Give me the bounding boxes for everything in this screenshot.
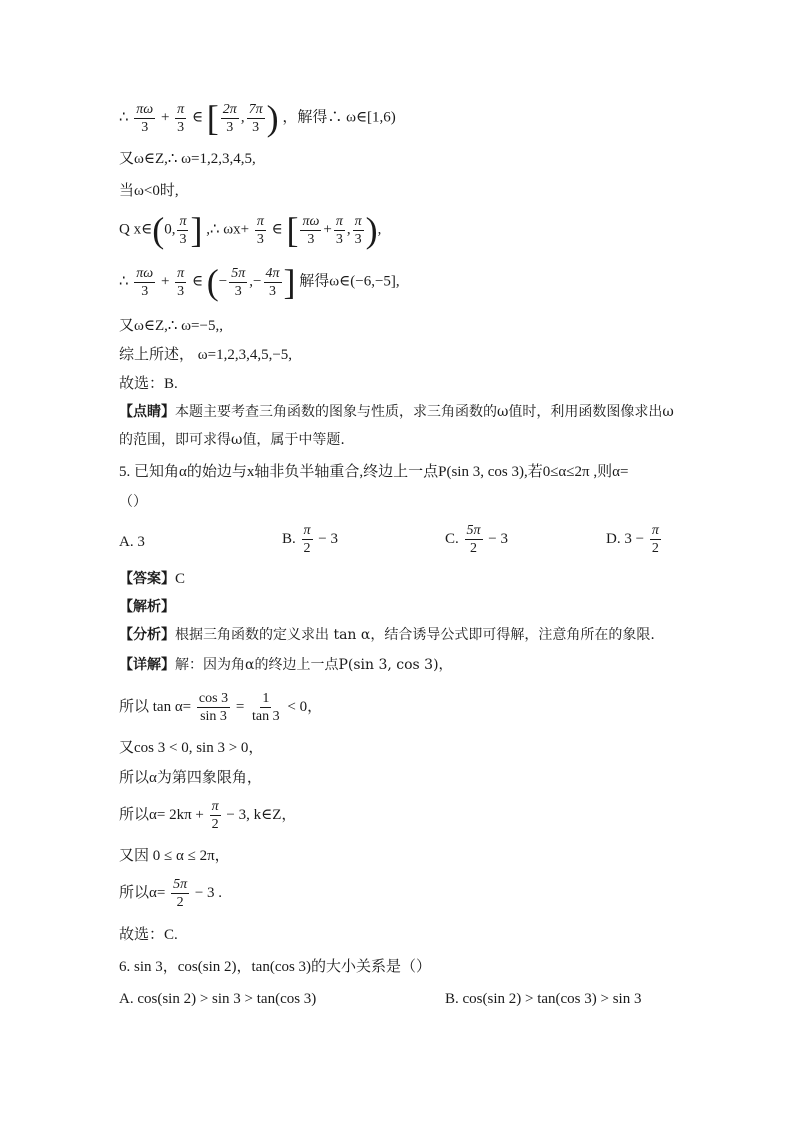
- solution-line-6: 又ω∈Z,∴ ω=−5,,: [119, 318, 223, 334]
- solution-line-7: 综上所述， ω=1,2,3,4,5,−5,: [119, 347, 293, 363]
- analysis-tag: 【解析】: [119, 599, 175, 615]
- therefore-symbol: ∴: [119, 109, 129, 126]
- step-4: 所以α= 2kπ + $\frac{\pi}{2}$ − 3, k∈Z，: [119, 799, 297, 832]
- fraction: $\frac{2\pi}{3}$: [222, 101, 237, 135]
- conclusion-text: ，解得∴ ω∈[1,6): [282, 109, 396, 126]
- fraction: $\frac{\pi\omega}{3}$: [136, 101, 154, 135]
- option-a: A. 3: [119, 534, 145, 550]
- fraction: $\frac{\pi}{3}$: [256, 213, 264, 247]
- fraction: $\frac{\pi\omega}{3}$: [302, 213, 320, 247]
- solution-line-1: ∴ $\frac{\pi\omega}{3}$ + $\frac{\pi}{3}$ ∈ [ $\frac{2\pi}{3}$ , $\frac{7\pi}{3}$ ) ，解得∴ ω∈[1,6): [119, 98, 396, 138]
- question-5: 5. 已知角α的始边与x轴非负半轴重合,终边上一点P(sin 3, cos 3),若0≤α≤2π ,则α=: [119, 464, 629, 480]
- solution-line-3: 当ω<0时,: [119, 183, 179, 199]
- answer-line: 故选：B.: [119, 376, 178, 392]
- fraction: $\frac{\pi}{3}$: [177, 265, 185, 299]
- fraction: $\frac{\pi}{3}$: [177, 101, 185, 135]
- step-3: 所以α为第四象限角，: [119, 770, 262, 786]
- option-b: B. $\frac{\pi}{2}$ − 3: [282, 523, 338, 556]
- comment-paragraph: 【点睛】本题主要考查三角函数的图象与性质，求三角函数的ω值时，利用函数图像求出ω: [119, 404, 674, 420]
- solution-line-5: ∴ $\frac{\pi\omega}{3}$ + $\frac{\pi}{3}$ ∈ (− $\frac{5\pi}{3}$ ,− $\frac{4\pi}{3}$ ] 解得ω∈(−6,−5],: [119, 262, 400, 302]
- answer-tag: 【答案】: [119, 571, 175, 587]
- step-7: 故选：C.: [119, 927, 178, 943]
- fraction: $\frac{\pi}{3}$: [354, 213, 362, 247]
- question-6: 6. sin 3，cos(sin 2)，tan(cos 3)的大小关系是（）: [119, 959, 432, 975]
- comment-paragraph-cont: 的范围，即可求得ω值，属于中等题.: [119, 432, 345, 448]
- q6-option-a: A. cos(sin 2) > sin 3 > tan(cos 3): [119, 991, 317, 1007]
- question-5-blank: （）: [119, 494, 147, 510]
- fraction: $\frac{4\pi}{3}$: [265, 265, 280, 299]
- step-1: 所以 tan α= $\frac{\cos 3}{\sin 3}$ = $\frac{1}{\tan 3}$ < 0，: [119, 691, 323, 724]
- fraction: $\frac{\pi}{3}$: [179, 213, 187, 247]
- fraction: $\frac{7\pi}{3}$: [248, 101, 263, 135]
- comment-tag: 【点睛】: [119, 404, 175, 420]
- q6-option-b: B. cos(sin 2) > tan(cos 3) > sin 3: [445, 991, 642, 1007]
- step-6: 所以α= $\frac{5\pi}{2}$ − 3 .: [119, 877, 223, 910]
- solution-line-2: 又ω∈Z,∴ ω=1,2,3,4,5,: [119, 151, 256, 167]
- step-2: 又cos 3 < 0, sin 3 > 0，: [119, 740, 264, 756]
- answer-block: 【答案】C: [119, 571, 186, 587]
- analysis-summary: 【分析】根据三角函数的定义求出 tan α，结合诱导公式即可得解，注意角所在的象限.: [119, 627, 655, 643]
- solution-line-4: Q x∈(0, $\frac{\pi}{3}$ ] ,∴ ωx+ $\frac{\pi}{3}$ ∈ [ $\frac{\pi\omega}{3}$ + $\frac{\pi}{3}$ , $\frac{\pi}{3}$ ),: [119, 210, 382, 250]
- fraction: $\frac{\pi}{3}$: [335, 213, 343, 247]
- option-c: C. $\frac{5\pi}{2}$ − 3: [445, 523, 508, 556]
- step-5: 又因 0 ≤ α ≤ 2π，: [119, 848, 230, 864]
- detail-intro: 【详解】解：因为角α的终边上一点P(sin 3, cos 3)，: [119, 657, 453, 673]
- fraction: $\frac{\pi\omega}{3}$: [136, 265, 154, 299]
- option-d: D. 3 − $\frac{\pi}{2}$: [606, 523, 659, 556]
- fraction: $\frac{5\pi}{3}$: [231, 265, 246, 299]
